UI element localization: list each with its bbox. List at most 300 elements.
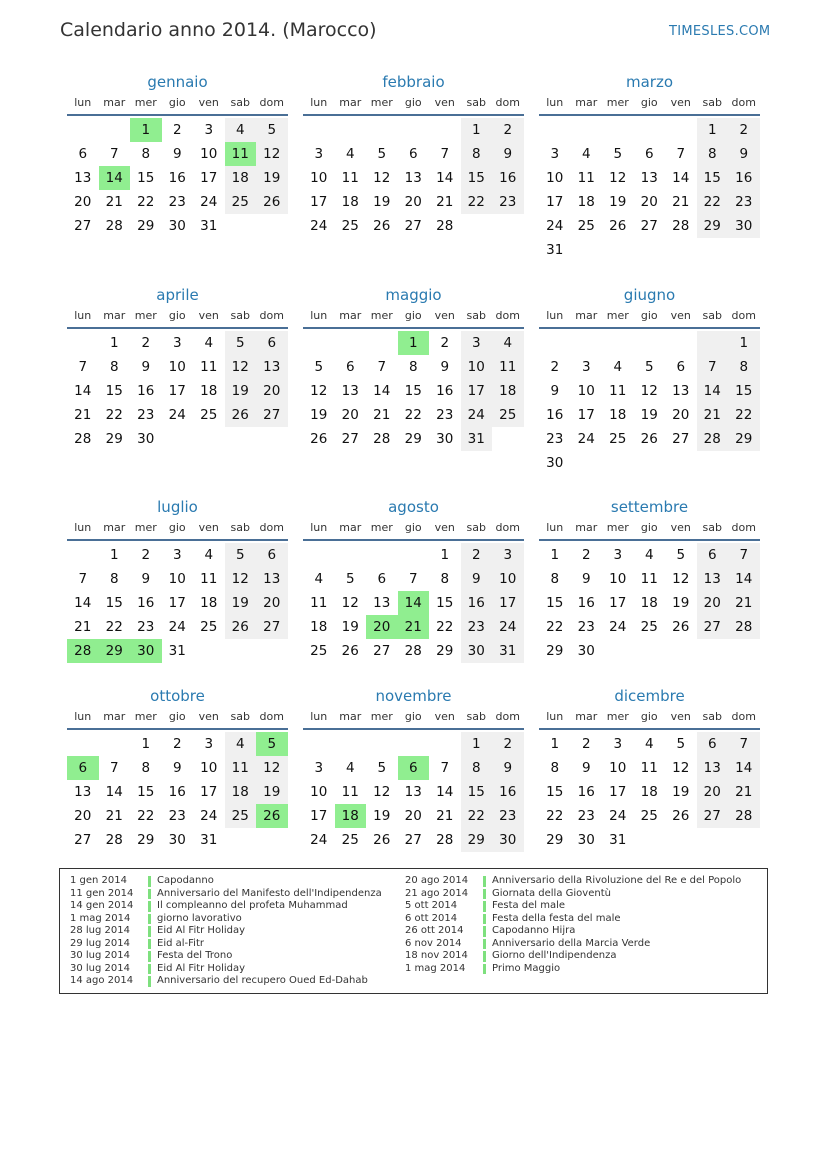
day-cell: 28 [74,431,92,447]
day-cell: 30 [137,431,155,447]
day-cell: 14 [436,784,454,800]
weekday-label: mer [134,96,157,109]
day-cell: 26 [672,808,690,824]
day-cell: 16 [137,383,155,399]
weekday-label: gio [640,96,658,109]
day-cell: 1 [550,547,560,563]
weekday-label: lun [546,521,564,534]
holiday-day-cell: 21 [398,615,430,639]
day-cell: 27 [74,218,92,234]
day-grid [303,329,524,451]
weekday-label: sab [230,309,250,322]
day-cell: 28 [105,832,123,848]
day-cell: 2 [141,547,151,563]
legend-entry [60,963,382,976]
month-name: maggio [385,286,442,304]
holiday-day-cell: 14 [99,166,131,190]
legend-marker-bar [483,964,486,975]
weekday-label: dom [495,309,520,322]
day-cell-empty [67,118,99,142]
day-cell: 6 [78,146,88,162]
day-cell: 7 [728,543,760,567]
day-cell: 21 [672,194,690,210]
day-cell: 5 [676,736,686,752]
day-cell: 3 [550,146,560,162]
legend-marker-bar [148,939,151,950]
day-cell: 29 [137,218,155,234]
day-cell: 22 [137,194,155,210]
month-aprile [67,285,288,451]
day-cell: 22 [546,619,564,635]
day-cell: 26 [310,431,328,447]
legend-marker-bar [148,926,151,937]
day-cell: 3 [613,547,623,563]
legend-entry [395,888,741,901]
day-cell: 30 [436,431,454,447]
weekday-label: mer [606,521,629,534]
day-cell: 14 [436,170,454,186]
day-cell: 11 [577,170,595,186]
day-cell: 27 [672,431,690,447]
day-cell: 5 [676,547,686,563]
day-cell: 31 [200,218,218,234]
day-cell: 13 [640,170,658,186]
day-cell: 10 [492,567,524,591]
day-cell: 6 [644,146,654,162]
legend-date: 6 ott 2014 [405,912,458,924]
day-cell: 4 [204,335,214,351]
weekday-label: gio [640,710,658,723]
day-cell: 14 [697,379,729,403]
day-cell: 29 [697,214,729,238]
day-cell: 20 [404,808,422,824]
day-cell: 15 [436,595,454,611]
day-cell-empty [665,331,697,355]
day-cell: 21 [436,808,454,824]
month-name: giugno [623,286,676,304]
weekday-label: mar [103,96,126,109]
day-grid [67,329,288,451]
day-cell: 4 [644,736,654,752]
day-cell: 21 [728,591,760,615]
day-cell: 18 [609,407,627,423]
weekday-label: sab [230,521,250,534]
legend-entry [395,913,741,926]
weekday-label: mar [339,309,362,322]
day-cell: 8 [109,359,119,375]
day-cell-empty [634,331,666,355]
day-cell: 14 [373,383,391,399]
day-cell: 11 [341,784,359,800]
day-cell: 26 [373,218,391,234]
legend-entry [395,900,741,913]
day-cell-empty [539,118,571,142]
day-cell: 19 [341,619,359,635]
day-cell: 22 [728,403,760,427]
day-cell: 9 [581,571,591,587]
day-grid [539,116,760,262]
day-cell: 20 [341,407,359,423]
day-cell: 15 [546,595,564,611]
day-cell: 13 [341,383,359,399]
weekday-label: lun [546,96,564,109]
day-cell: 16 [492,166,524,190]
legend-entry [395,875,741,888]
day-cell: 8 [109,571,119,587]
day-cell: 19 [373,808,391,824]
weekday-header [303,519,524,541]
brand-link[interactable]: TIMESLES.COM [669,24,771,39]
day-cell: 24 [609,808,627,824]
weekday-label: gio [404,710,422,723]
legend-marker-bar [148,901,151,912]
day-cell-empty [366,331,398,355]
day-cell: 31 [546,242,564,258]
day-cell: 10 [546,170,564,186]
legend-entry [60,900,382,913]
weekday-label: dom [495,96,520,109]
day-cell-empty [303,732,335,756]
day-cell: 7 [408,571,418,587]
day-cell: 25 [341,218,359,234]
legend-date: 30 lug 2014 [70,950,130,961]
holiday-day-cell: 1 [398,331,430,355]
legend-holiday-name: Il compleanno del profeta Muhammad [157,900,348,911]
day-cell: 12 [256,142,288,166]
holiday-day-cell: 14 [398,591,430,615]
day-cell: 10 [200,146,218,162]
day-cell: 13 [256,567,288,591]
day-cell: 17 [461,379,493,403]
day-cell: 26 [640,431,658,447]
weekday-label: mer [134,521,157,534]
day-cell: 13 [697,567,729,591]
day-cell: 19 [640,407,658,423]
day-cell: 6 [697,543,729,567]
day-cell: 24 [168,619,186,635]
weekday-label: dom [731,710,756,723]
legend-date: 20 ago 2014 [405,875,469,886]
day-cell: 9 [492,142,524,166]
legend-holiday-name: Anniversario del recupero Oued Ed-Dahab [157,975,368,986]
day-cell: 11 [640,571,658,587]
weekday-header [67,94,288,116]
day-cell: 6 [697,732,729,756]
weekday-label: lun [310,96,328,109]
day-cell: 28 [728,615,760,639]
day-cell: 1 [728,331,760,355]
month-settembre [539,497,760,663]
day-cell: 22 [436,619,454,635]
day-cell: 11 [310,595,328,611]
legend-marker-bar [483,901,486,912]
day-cell: 28 [697,427,729,451]
day-cell: 15 [461,166,493,190]
day-cell: 29 [404,431,422,447]
weekday-label: mar [575,521,598,534]
day-cell: 16 [728,166,760,190]
weekday-label: gio [168,710,186,723]
day-cell-empty [602,331,634,355]
day-cell: 20 [256,379,288,403]
day-cell: 20 [697,591,729,615]
day-cell: 6 [676,359,686,375]
weekday-label: lun [74,309,92,322]
day-cell: 17 [577,407,595,423]
day-cell: 14 [74,595,92,611]
day-cell: 24 [168,407,186,423]
day-cell: 6 [408,146,418,162]
day-cell: 5 [225,331,257,355]
weekday-label: sab [466,309,486,322]
day-cell: 20 [74,194,92,210]
day-cell: 10 [310,170,328,186]
day-cell: 17 [200,784,218,800]
day-grid [539,329,760,475]
weekday-label: ven [670,309,691,322]
day-cell: 2 [550,359,560,375]
holiday-day-cell: 6 [398,756,430,780]
day-cell: 11 [225,756,257,780]
legend-holiday-name: giorno lavorativo [157,912,242,924]
holiday-day-cell: 29 [99,639,131,663]
day-cell: 30 [546,455,564,471]
day-cell: 12 [225,567,257,591]
weekday-header [539,307,760,329]
day-cell-empty [67,732,99,756]
day-cell: 27 [256,615,288,639]
day-cell: 22 [404,407,422,423]
day-cell: 1 [440,547,450,563]
day-cell: 4 [345,760,355,776]
day-cell: 17 [546,194,564,210]
day-cell: 4 [314,571,324,587]
day-cell: 2 [172,122,182,138]
weekday-label: mer [370,96,393,109]
day-cell: 21 [697,403,729,427]
day-grid [303,116,524,238]
day-cell-empty [429,732,461,756]
day-cell: 11 [200,571,218,587]
weekday-label: mer [134,309,157,322]
weekday-label: lun [546,710,564,723]
legend-marker-bar [148,976,151,987]
day-cell: 21 [373,407,391,423]
day-cell-empty [67,331,99,355]
day-cell-empty [398,543,430,567]
weekday-label: sab [702,96,722,109]
holiday-day-cell: 20 [366,615,398,639]
month-name: ottobre [150,687,205,705]
day-cell: 9 [581,760,591,776]
day-cell: 30 [492,828,524,852]
legend-entry [60,875,382,888]
day-cell: 25 [225,190,257,214]
day-cell: 30 [168,218,186,234]
day-cell: 21 [728,780,760,804]
day-cell: 23 [168,808,186,824]
day-cell: 20 [697,780,729,804]
day-cell: 14 [728,567,760,591]
day-cell: 8 [550,760,560,776]
legend-marker-bar [483,889,486,900]
day-cell: 13 [404,784,422,800]
day-cell: 23 [577,808,595,824]
day-cell: 25 [200,407,218,423]
weekday-label: lun [310,309,328,322]
day-cell: 13 [404,170,422,186]
day-cell-empty [398,118,430,142]
holiday-day-cell: 28 [67,639,99,663]
legend-date: 30 lug 2014 [70,962,130,974]
weekday-header [67,307,288,329]
day-cell: 8 [461,142,493,166]
day-cell: 3 [581,359,591,375]
day-cell: 19 [256,780,288,804]
legend-holiday-name: Eid Al Fitr Holiday [157,925,246,936]
weekday-header [303,708,524,730]
day-grid [539,730,760,852]
day-cell: 23 [461,615,493,639]
holiday-day-cell: 5 [256,732,288,756]
legend-holiday-name: Festa del male [492,900,566,911]
day-cell: 16 [461,591,493,615]
day-grid [303,730,524,852]
weekday-label: sab [466,96,486,109]
month-novembre [303,686,524,852]
day-cell: 16 [168,784,186,800]
legend-entry [60,938,382,951]
day-cell: 25 [640,619,658,635]
day-cell-empty [697,331,729,355]
weekday-label: mar [103,710,126,723]
day-cell: 13 [373,595,391,611]
day-cell: 30 [577,643,595,659]
day-cell: 2 [492,118,524,142]
day-cell: 22 [461,190,493,214]
day-cell-empty [539,331,571,355]
month-marzo [539,72,760,262]
day-cell: 18 [225,166,257,190]
day-cell: 17 [168,595,186,611]
day-cell: 23 [137,407,155,423]
day-cell: 28 [728,804,760,828]
day-cell: 28 [373,431,391,447]
day-cell: 20 [404,194,422,210]
day-cell-empty [398,732,430,756]
day-cell: 2 [581,736,591,752]
day-cell: 28 [436,218,454,234]
legend-entry [395,950,741,963]
day-cell: 16 [492,780,524,804]
day-cell: 17 [609,595,627,611]
legend-column-left [60,875,382,988]
holiday-day-cell: 26 [256,804,288,828]
day-cell-empty [634,118,666,142]
day-cell-empty [335,732,367,756]
day-cell: 9 [172,146,182,162]
day-cell: 5 [377,146,387,162]
legend-marker-bar [148,889,151,900]
day-cell: 21 [436,194,454,210]
day-cell: 6 [256,331,288,355]
day-cell: 17 [310,808,328,824]
day-cell: 27 [373,643,391,659]
legend-marker-bar [483,939,486,950]
weekday-label: lun [74,521,92,534]
legend-holiday-name: Primo Maggio [492,962,561,974]
day-cell: 3 [314,760,324,776]
day-cell: 18 [341,194,359,210]
legend-holiday-name: Giornata della Gioventù [492,887,611,899]
legend-date: 29 lug 2014 [70,937,130,949]
day-cell: 20 [74,808,92,824]
day-cell-empty [665,118,697,142]
weekday-label: gio [404,96,422,109]
day-cell: 17 [200,170,218,186]
day-cell: 31 [200,832,218,848]
month-febbraio [303,72,524,238]
holiday-day-cell: 30 [130,639,162,663]
day-cell: 29 [546,643,564,659]
weekday-label: ven [670,710,691,723]
day-cell: 4 [345,146,355,162]
day-cell: 29 [436,643,454,659]
day-grid [67,541,288,663]
day-cell: 18 [200,383,218,399]
weekday-header [539,708,760,730]
weekday-label: mer [370,710,393,723]
day-cell: 25 [640,808,658,824]
day-cell: 27 [640,218,658,234]
page-title: Calendario anno 2014. (Marocco) [60,19,377,41]
legend-marker-bar [148,914,151,925]
day-cell: 26 [225,615,257,639]
legend-date: 14 gen 2014 [70,900,134,911]
day-cell: 18 [200,595,218,611]
weekday-label: dom [731,309,756,322]
day-cell: 19 [609,194,627,210]
month-name: marzo [625,73,674,91]
legend-column-right [395,875,741,975]
day-cell: 24 [461,403,493,427]
weekday-label: mar [103,309,126,322]
day-cell: 16 [436,383,454,399]
weekday-label: gio [168,521,186,534]
weekday-label: dom [731,521,756,534]
month-maggio [303,285,524,451]
day-cell: 30 [728,214,760,238]
day-cell-empty [303,543,335,567]
day-cell: 8 [461,756,493,780]
legend-holiday-name: Anniversario della Rivoluzione del Re e del Popolo [492,875,742,886]
day-cell: 1 [461,732,493,756]
weekday-label: mer [606,309,629,322]
day-cell: 10 [200,760,218,776]
weekday-label: ven [198,710,219,723]
day-cell: 5 [345,571,355,587]
day-cell: 15 [404,383,422,399]
weekday-label: lun [310,710,328,723]
day-cell: 22 [105,619,123,635]
day-cell: 16 [577,784,595,800]
day-cell: 11 [492,355,524,379]
day-cell: 8 [408,359,418,375]
weekday-label: ven [434,521,455,534]
weekday-label: ven [670,96,691,109]
day-cell: 8 [141,146,151,162]
day-cell: 21 [74,407,92,423]
